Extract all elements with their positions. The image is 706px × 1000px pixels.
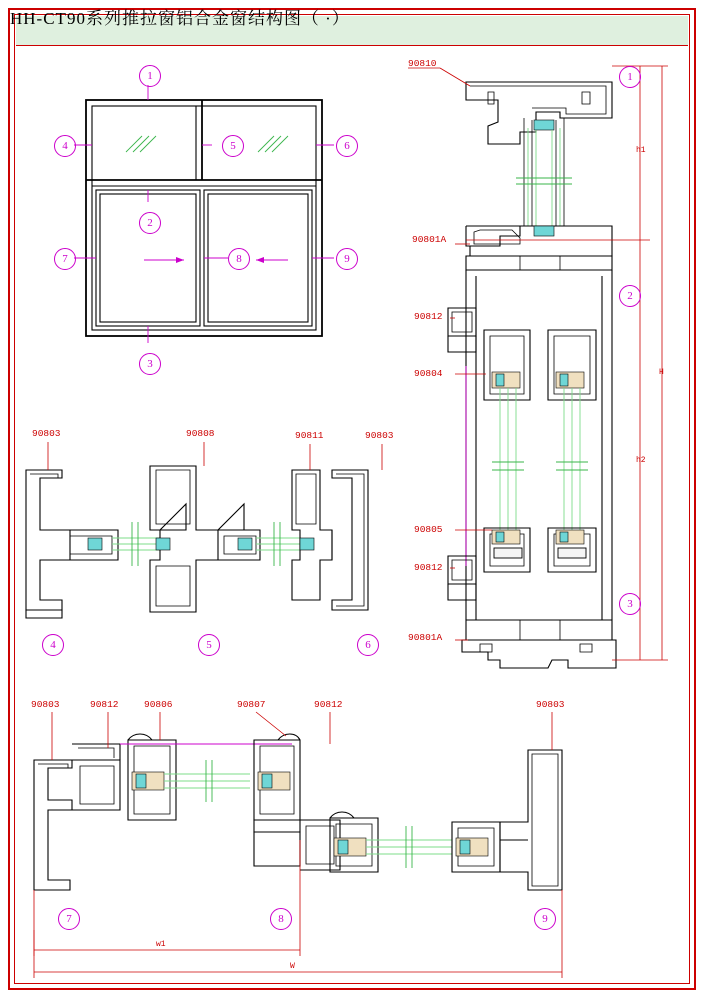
callout-3-section[interactable]: 3 [619,593,641,615]
dimension-h1: h1 [636,146,646,155]
callout-1-section[interactable]: 1 [619,66,641,88]
part-label-90812-lower: 90812 [414,562,443,573]
callout-7-section[interactable]: 7 [58,908,80,930]
callout-9[interactable]: 9 [336,248,358,270]
callout-1[interactable]: 1 [139,65,161,87]
part-label-90810: 90810 [408,58,437,69]
callout-5[interactable]: 5 [222,135,244,157]
callout-5-section[interactable]: 5 [198,634,220,656]
callout-2[interactable]: 2 [139,212,161,234]
part-label-90803-mid-left: 90803 [32,428,61,439]
part-label-90807: 90807 [237,699,266,710]
dimension-h2: h2 [636,456,646,465]
callout-7[interactable]: 7 [54,248,76,270]
dimension-W: W [290,962,295,971]
callout-4[interactable]: 4 [54,135,76,157]
part-label-90812-bot-right: 90812 [314,699,343,710]
part-label-90811: 90811 [295,430,324,441]
callout-8-section[interactable]: 8 [270,908,292,930]
part-label-90803-mid-right: 90803 [365,430,394,441]
callout-6[interactable]: 6 [336,135,358,157]
part-label-90801A-bot: 90801A [408,632,443,643]
callout-6-section[interactable]: 6 [357,634,379,656]
callout-9-section[interactable]: 9 [534,908,556,930]
part-label-90804: 90804 [414,368,443,379]
part-label-90812-bot-left: 90812 [90,699,119,710]
callout-4-section[interactable]: 4 [42,634,64,656]
part-label-90806: 90806 [144,699,173,710]
callout-8[interactable]: 8 [228,248,250,270]
dimension-w1: w1 [156,940,166,949]
part-label-90801A-top: 90801A [412,234,447,245]
sheet-border-inner [14,14,690,984]
callout-2-section[interactable]: 2 [619,285,641,307]
dimension-H: H [659,368,664,377]
part-label-90805: 90805 [414,524,443,535]
part-label-90803-bot-right: 90803 [536,699,565,710]
page-title: HH-CT90系列推拉窗铝合金窗结构图（ ·） [10,9,350,28]
part-label-90808: 90808 [186,428,215,439]
part-label-90803-bot-left: 90803 [31,699,60,710]
part-label-90812-upper: 90812 [414,311,443,322]
callout-3[interactable]: 3 [139,353,161,375]
